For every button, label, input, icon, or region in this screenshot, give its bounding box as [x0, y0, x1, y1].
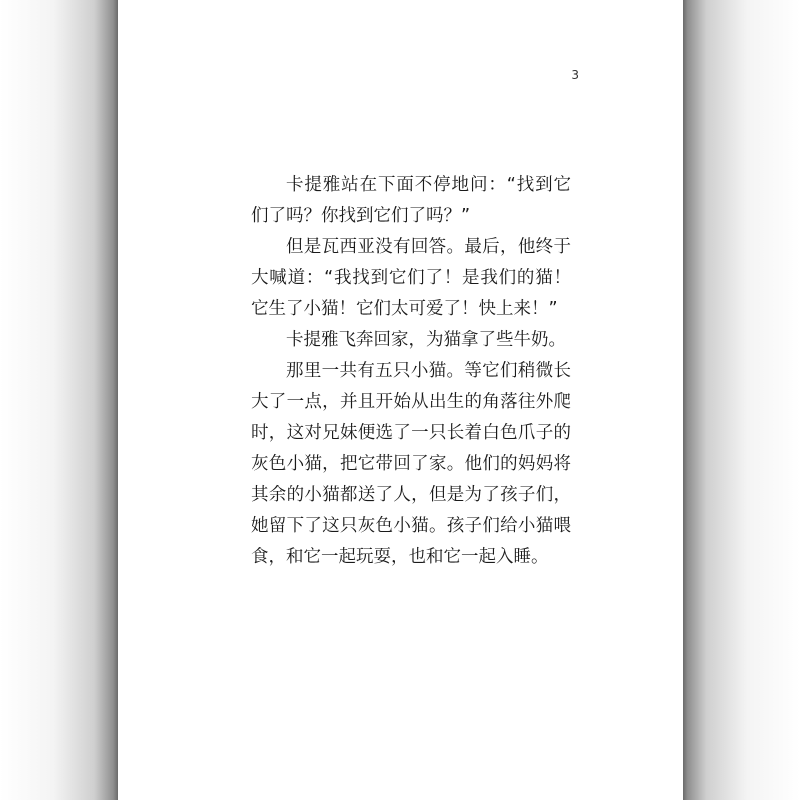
book-page — [118, 0, 683, 800]
paragraph: 但是瓦西亚没有回答。最后，他终于大喊道：“我找到它们了！是我们的猫！它生了小猫！它们太可爱了！快上来！” — [251, 237, 571, 319]
page-number: 3 — [571, 68, 579, 82]
paragraph: 那里一共有五只小猫。等它们稍微长大了一点，并且开始从出生的角落往外爬时，这对兄妹便选了一只长着白色爪子的灰色小猫，把它带回了家。他们的妈妈将其余的小猫都送了人，但是为了孩子们，她留下了这只灰色小猫。孩子们给小猫喂食，和它一起玩耍，也和它一起入睡。 — [251, 361, 571, 567]
body-text — [251, 170, 571, 573]
paragraph: 卡提雅飞奔回家，为猫拿了些牛奶。 — [286, 330, 566, 350]
page-shadow-left — [0, 0, 118, 800]
page-shadow-right — [683, 0, 800, 800]
paragraph: 卡提雅站在下面不停地问：“找到它们了吗？你找到它们了吗？” — [251, 175, 571, 226]
